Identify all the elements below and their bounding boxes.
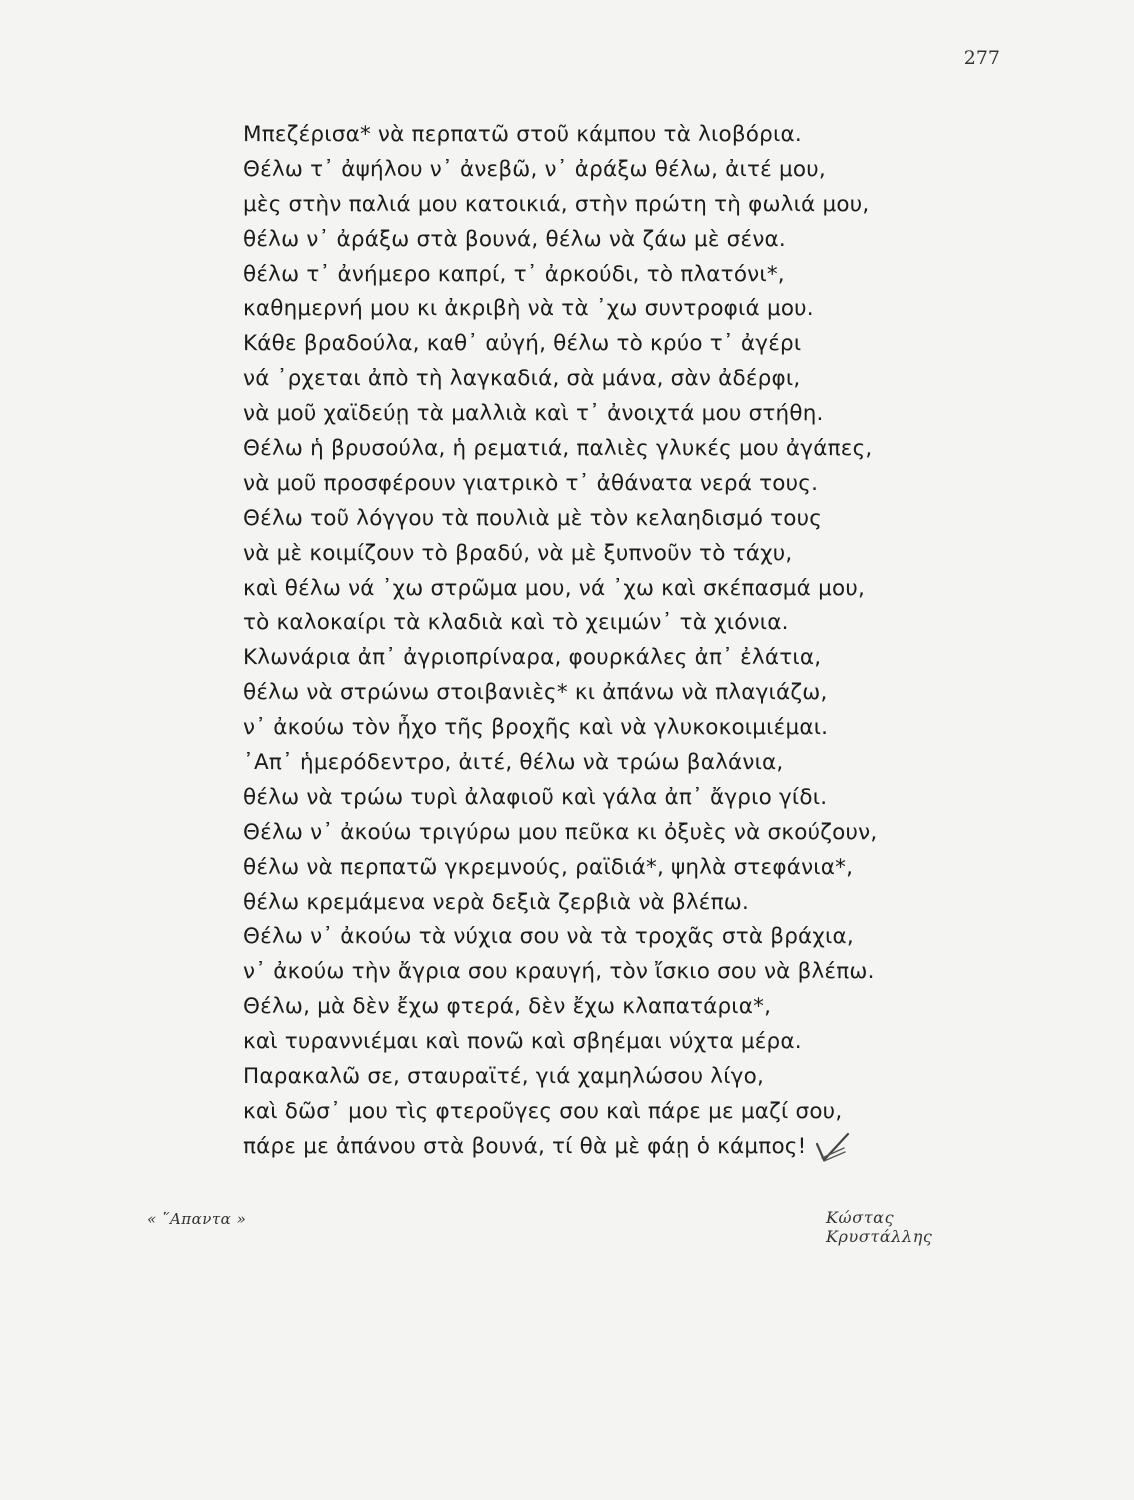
poem-line: νὰ μοῦ προσφέρουν γιατρικὸ τ᾽ ἀθάνατα νερά τους. [243, 470, 819, 496]
poem-line: Θέλω τοῦ λόγγου τὰ πουλιὰ μὲ τὸν κελαηδισμό τους [243, 505, 823, 531]
poem-line: μὲς στὴν παλιά μου κατοικιά, στὴν πρώτη τὴ φωλιά μου, [243, 191, 870, 217]
poem-line: Μπεζέρισα* νὰ περπατῶ στοῦ κάμπου τὰ λιοβόρια. [243, 122, 802, 147]
poem-line: καὶ τυραννιέμαι καὶ πονῶ καὶ σβηέμαι νύχτα μέρα. [243, 1029, 802, 1055]
poem [243, 118, 1033, 1165]
poem-line: Παρακαλῶ σε, σταυραϊτέ, γιά χαμηλώσου λίγο, [243, 1064, 764, 1090]
poem-line: ν᾽ ἀκούω τὸν ἦχο τῆς βροχῆς καὶ νὰ γλυκοκοιμιέμαι. [243, 715, 829, 741]
poem-line-last [243, 1130, 1033, 1165]
poem-line: ν᾽ ἀκούω τὴν ἄγρια σου κραυγή, τὸν ἴσκιο σου νὰ βλέπω. [243, 959, 875, 985]
poem-line: Κάθε βραδούλα, καθ᾽ αὐγή, θέλω τὸ κρύο τ᾽ ἀγέρι [243, 331, 802, 357]
author-name: Κώστας Κρυστάλλης [826, 1208, 933, 1246]
poem-line: καὶ δῶσ᾽ μου τὶς φτεροῦγες σου καὶ πάρε με μαζί σου, [243, 1098, 843, 1124]
page-number: 277 [963, 47, 1000, 69]
poem-line: νὰ μοῦ χαϊδεύῃ τὰ μαλλιὰ καὶ τ᾽ ἀνοιχτά μου στήθη. [243, 401, 824, 427]
poem-line: ᾽Απ᾽ ἡμερόδεντρο, ἀιτέ, θέλω νὰ τρώω βαλάνια, [243, 750, 784, 776]
poem-line: Θέλω τ᾽ ἀψήλου ν᾽ ἀνεβῶ, ν᾽ ἀράξω θέλω, ἀιτέ μου, [243, 156, 826, 182]
poem-line: θέλω νὰ περπατῶ γκρεμνούς, ραϊδιά*, ψηλὰ στεφάνια*, [243, 854, 854, 880]
poem-line: θέλω νὰ τρώω τυρὶ ἀλαφιοῦ καὶ γάλα ἀπ᾽ ἄγριο γίδι. [243, 784, 828, 810]
poem-line: νὰ μὲ κοιμίζουν τὸ βραδύ, νὰ μὲ ξυπνοῦν τὸ τάχυ, [243, 540, 793, 566]
poem-line: καθημερνή μου κι ἀκριβὴ νὰ τὰ ᾽χω συντροφιά μου. [243, 296, 814, 322]
pencil-check-mark-icon [814, 1130, 852, 1164]
poem-line: θέλω τ᾽ ἀνήμερο καπρί, τ᾽ ἀρκούδι, τὸ πλατόνι*, [243, 261, 785, 287]
poem-line: Κλωνάρια ἀπ᾽ ἀγριοπρίναρα, φουρκάλες ἀπ᾽ ἐλάτια, [243, 645, 822, 671]
poem-line: Θέλω, μὰ δὲν ἔχω φτερά, δὲν ἔχω κλαπατάρια*, [243, 994, 772, 1020]
poem-line: Θέλω ἡ βρυσούλα, ἡ ρεματιά, παλιὲς γλυκές μου ἀγάπες, [243, 436, 873, 462]
poem-line: καὶ θέλω νά ᾽χω στρῶμα μου, νά ᾽χω καὶ σκέπασμά μου, [243, 575, 865, 601]
poem-line: νά ᾽ρχεται ἀπὸ τὴ λαγκαδιά, σὰ μάνα, σὰν ἀδέρφι, [243, 366, 801, 392]
poem-line: θέλω κρεμάμενα νερὰ δεξιὰ ζερβιὰ νὰ βλέπω. [243, 889, 750, 915]
poem-line: Θέλω ν᾽ ἀκούω τριγύρω μου πεῦκα κι ὀξυὲς νὰ σκούζουν, [243, 819, 878, 845]
poem-line: θέλω νὰ στρώνω στοιβανιὲς* κι ἀπάνω νὰ πλαγιάζω, [243, 680, 828, 706]
poem-line: τὸ καλοκαίρι τὰ κλαδιὰ καὶ τὸ χειμών᾽ τὰ χιόνια. [243, 610, 789, 636]
poem-line: θέλω ν᾽ ἀράξω στὰ βουνά, θέλω νὰ ζάω μὲ σένα. [243, 226, 786, 252]
poem-line: Θέλω ν᾽ ἀκούω τὰ νύχια σου νὰ τὰ τροχᾶς στὰ βράχια, [243, 924, 854, 950]
source-title: « ῞Απαντα » [147, 1210, 247, 1228]
poem-line-text: πάρε με ἀπάνου στὰ βουνά, τί θὰ μὲ φάῃ ὁ κάμπος! [243, 1133, 807, 1159]
